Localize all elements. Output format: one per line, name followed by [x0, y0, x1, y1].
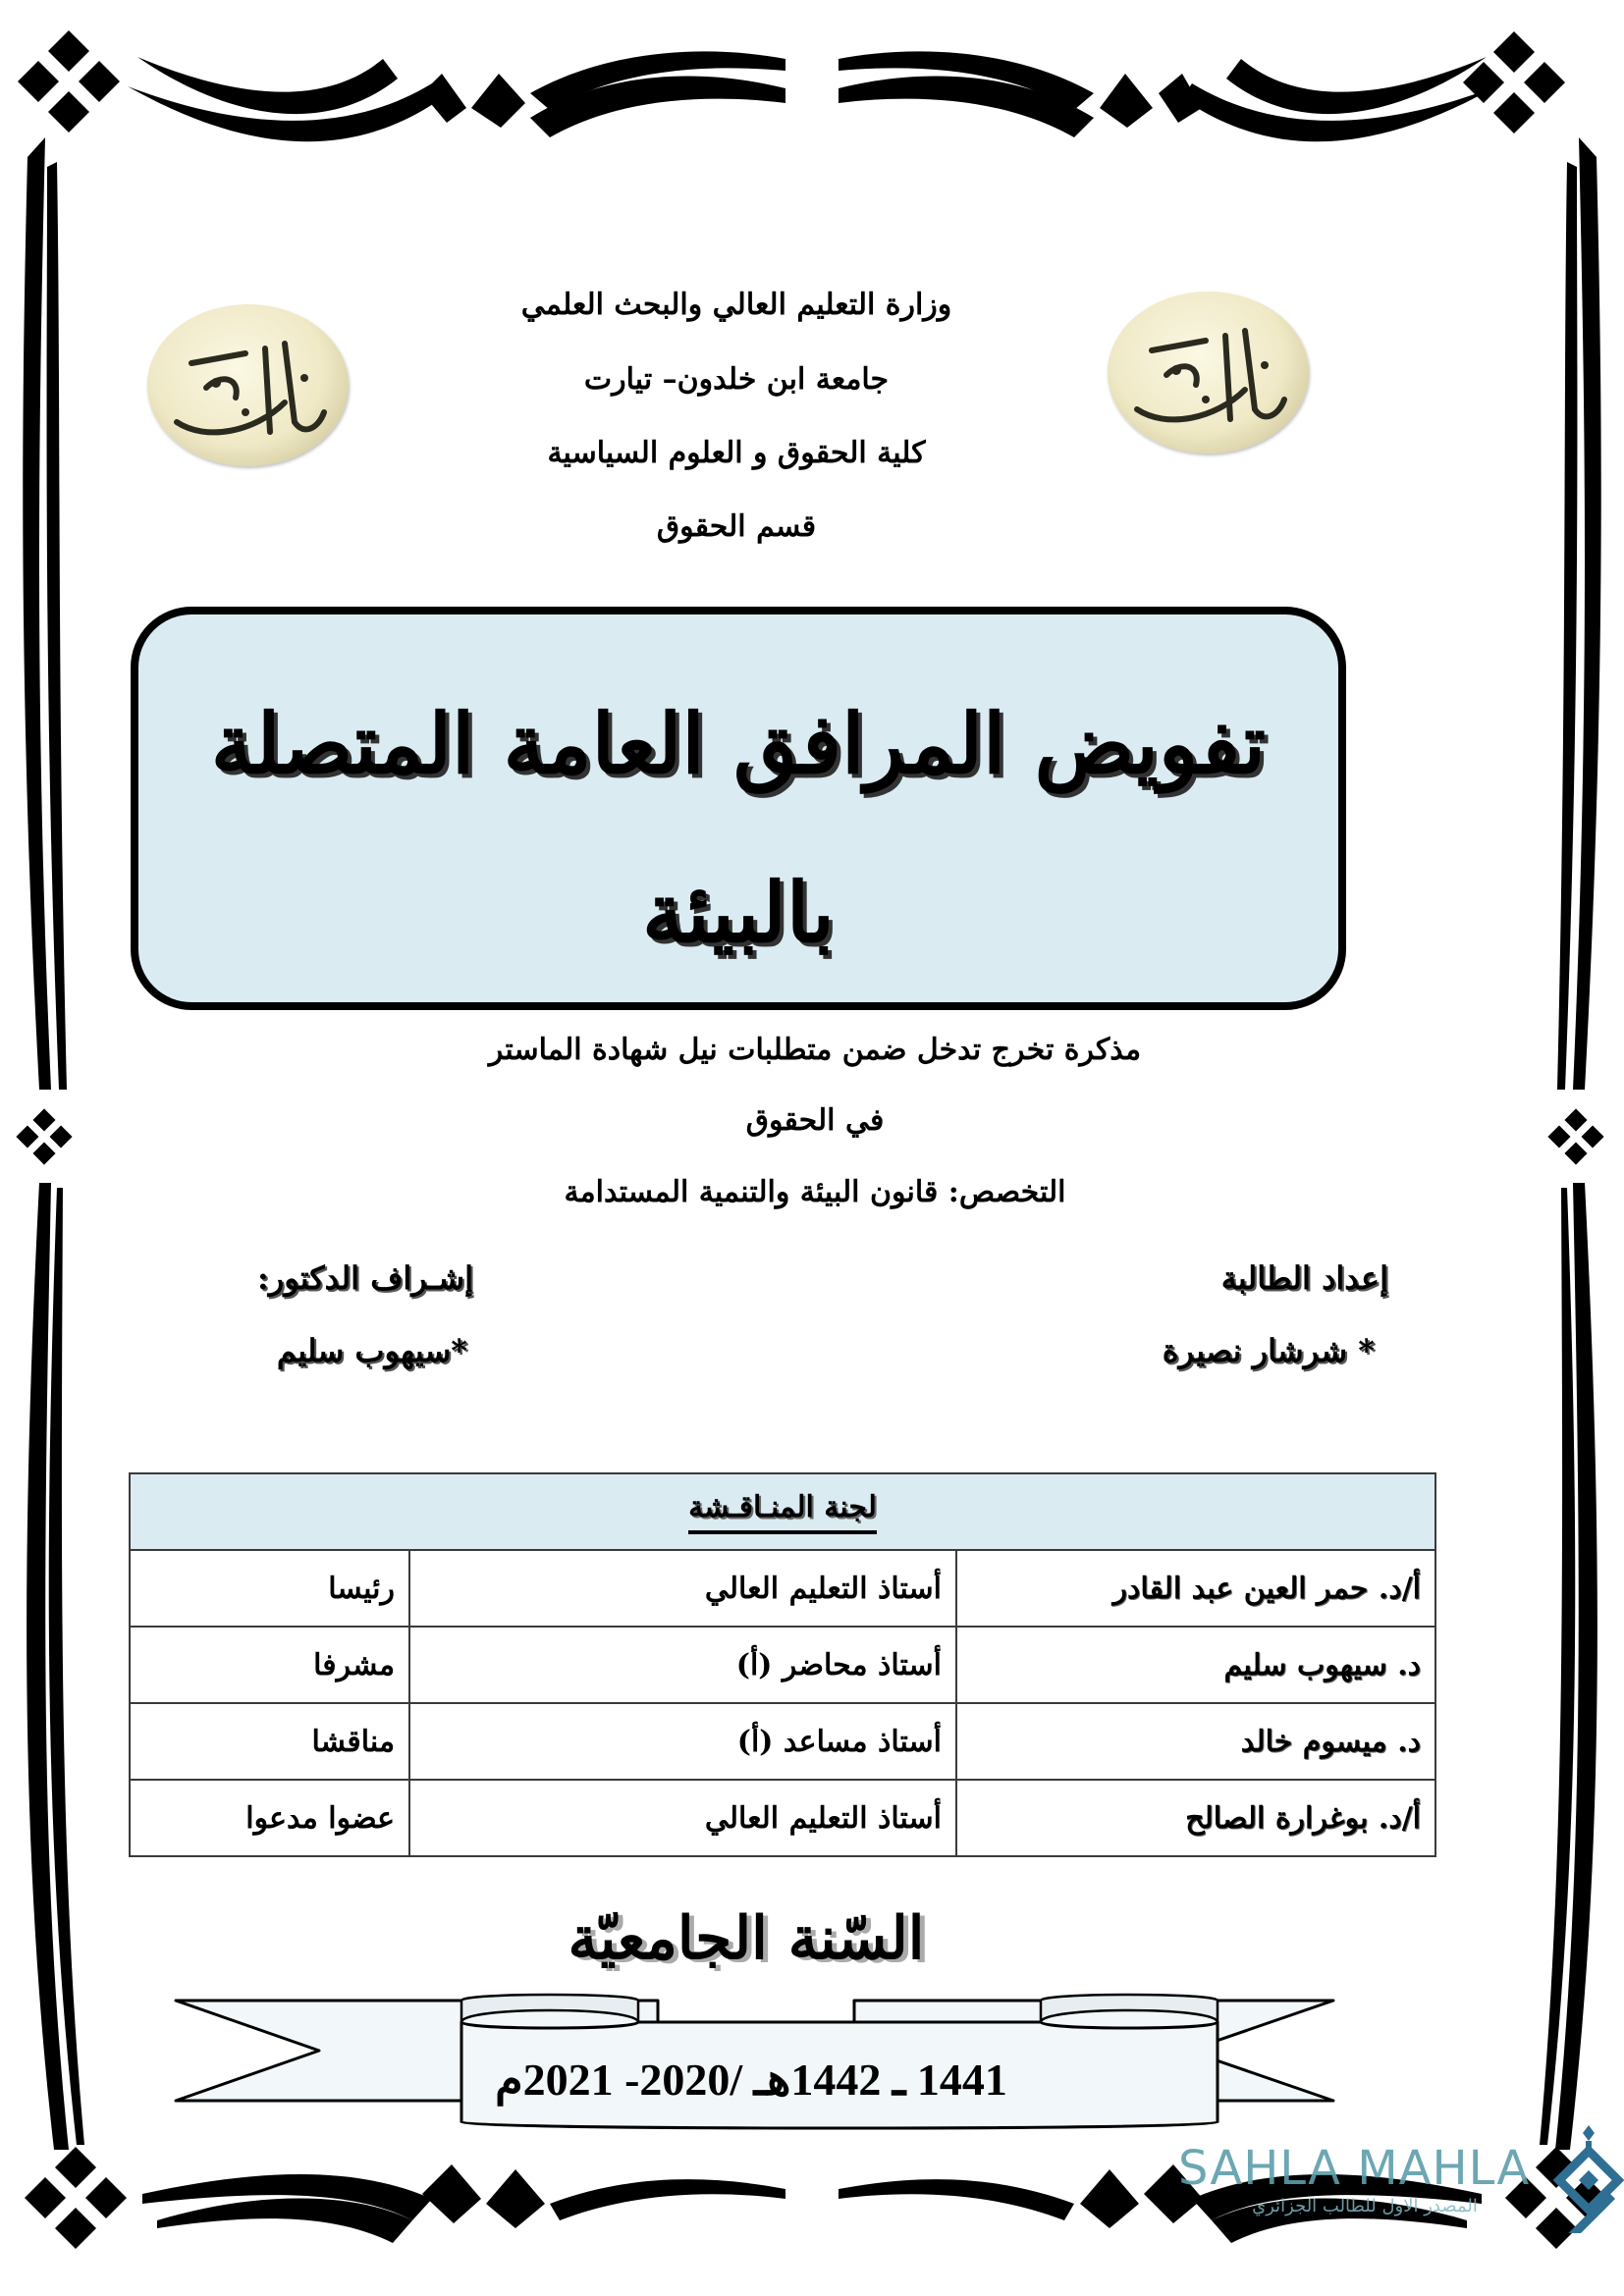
- watermark-tagline: المصدر الاول للطالب الجزائري: [1252, 2196, 1478, 2216]
- thesis-title-line-1: تفويض المرافق العامة المتصلة: [210, 695, 1267, 792]
- member-rank: أستاذ التعليم العالي: [409, 1550, 956, 1627]
- committee-table: [129, 1472, 1436, 1857]
- member-name: أ/د. بوغرارة الصالح: [956, 1780, 1435, 1856]
- supervisor-name: *سيهوب سليم: [276, 1332, 467, 1369]
- sahla-mahla-logo-icon: [1549, 2125, 1624, 2233]
- thesis-title-box: [131, 607, 1346, 1010]
- table-row: [130, 1780, 1435, 1856]
- diamond-ornament-icon: [16, 1108, 72, 1164]
- diamond-ornament-icon: [1463, 31, 1565, 133]
- university-seal-left-logo: [147, 304, 349, 466]
- member-role: رئيسا: [130, 1550, 409, 1627]
- academic-year-value: 1441 ـ 1442هـ /2020- 2021م: [495, 2055, 1007, 2105]
- watermark-brand: SAHLA MAHLA: [1178, 2141, 1531, 2196]
- member-name: أ/د. حمر العين عبد القادر: [956, 1550, 1435, 1627]
- member-role: عضوا مدعوا: [130, 1780, 409, 1856]
- committee-header-row: [130, 1473, 1435, 1550]
- member-role: مشرفا: [130, 1627, 409, 1703]
- university-name: جامعة ابن خلدون– تيارت: [583, 362, 890, 397]
- degree-field: في الحقوق: [745, 1103, 885, 1138]
- member-name: د. سيهوب سليم: [956, 1627, 1435, 1703]
- diamond-ornament-icon: [25, 2147, 127, 2249]
- member-rank: أستاذ التعليم العالي: [409, 1780, 956, 1856]
- supervisor-label: إشـراف الدكتور:: [256, 1259, 473, 1297]
- member-rank: أستاذ مساعد (أ): [409, 1703, 956, 1780]
- sahla-mahla-watermark: [1178, 2141, 1581, 2223]
- faculty-name: كلية الحقوق و العلوم السياسية: [547, 436, 926, 470]
- diamond-ornament-icon: [1547, 1108, 1603, 1164]
- thesis-title-line-2: بالبيئة: [642, 864, 835, 961]
- thesis-description: مذكرة تخرج تدخل ضمن متطلبات نيل شهادة الماستر: [488, 1033, 1142, 1067]
- calligraphy-seal-icon: [147, 304, 349, 466]
- university-seal-right-logo: [1108, 292, 1309, 454]
- department-name: قسم الحقوق: [656, 509, 817, 544]
- committee-title: لجنة المنـاقـشة: [130, 1473, 1435, 1550]
- ministry-name: وزارة التعليم العالي والبحث العلمي: [520, 288, 952, 322]
- member-role: مناقشا: [130, 1703, 409, 1780]
- member-name: د. ميسوم خالد: [956, 1703, 1435, 1780]
- table-row: [130, 1550, 1435, 1627]
- diamond-ornament-icon: [18, 30, 120, 133]
- calligraphy-seal-icon: [1108, 292, 1309, 454]
- table-row: [130, 1627, 1435, 1703]
- specialization: التخصص: قانون البيئة والتنمية المستدامة: [564, 1175, 1066, 1209]
- academic-year-heading: السّنة الجامعيّة: [568, 1904, 925, 1973]
- student-name: * شرشار نصيرة: [1162, 1332, 1375, 1369]
- student-label: إعداد الطالبة: [1220, 1259, 1388, 1297]
- member-rank: أستاذ محاضر (أ): [409, 1627, 956, 1703]
- table-row: [130, 1703, 1435, 1780]
